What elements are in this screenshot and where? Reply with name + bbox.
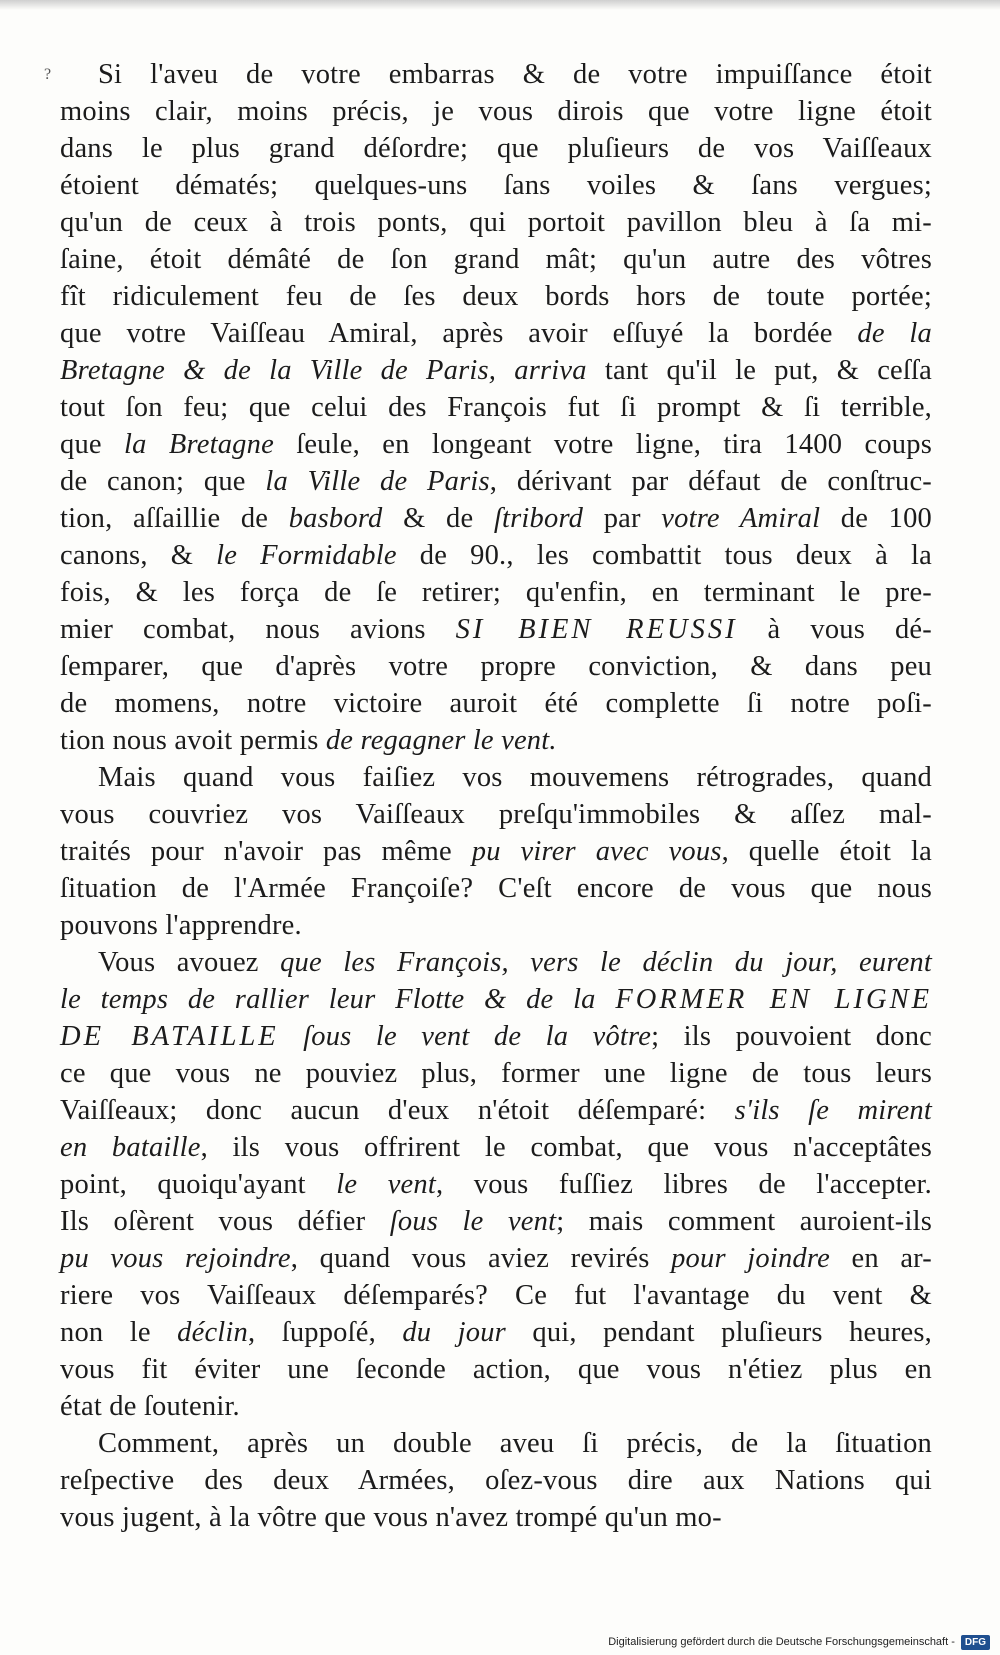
text-run: tout ſon feu; que celui des François fut ſi prompt & ſi terrible, <box>60 392 932 423</box>
text-run: , ils vous offrirent le combat, que vous n'acceptâtes <box>200 1132 932 1163</box>
text-run: fît ridiculement feu de ſes deux bords hors de toute portée; <box>60 281 932 312</box>
text-run: canons, & <box>60 540 217 571</box>
text-run: que <box>60 429 125 460</box>
italic-run: la Ville de Paris <box>265 466 490 497</box>
text-line <box>60 759 932 796</box>
text-run: ſeule, en longeant votre ligne, tira 1400 coups <box>273 429 932 460</box>
text-line <box>60 870 932 907</box>
text-line <box>60 796 932 833</box>
text-run: étoient dématés; quelques-uns ſans voiles & ſans vergues; <box>60 170 932 201</box>
text-line <box>60 352 932 389</box>
italic-run: le temps de rallier leur Flotte & de la <box>60 984 616 1015</box>
text-line <box>60 130 932 167</box>
paragraph <box>60 759 932 944</box>
text-line <box>60 204 932 241</box>
text-run: Comment, après un double aveu ſi précis, de la ſituation <box>98 1428 932 1459</box>
text-run: de 100 <box>820 503 933 534</box>
text-run: ce que vous ne pouviez plus, former une ligne de tous leurs <box>60 1058 932 1089</box>
text-run: , dérivant par défaut de conſtruc- <box>489 466 932 497</box>
text-run: , vous fuſſiez libres de l'accepter. <box>435 1169 932 1200</box>
italic-run: déclin <box>177 1317 248 1348</box>
text-line <box>60 56 932 93</box>
text-run: tion, aſſaillie de <box>60 503 289 534</box>
italic-run: pu virer avec vous <box>471 836 722 867</box>
text-run: en ar- <box>829 1243 932 1274</box>
text-run: vous jugent, à la vôtre que vous n'avez trompé qu'un mo- <box>60 1502 722 1533</box>
text-line <box>60 93 932 130</box>
italic-run: ſtribord <box>493 503 584 534</box>
text-line <box>60 722 932 759</box>
text-line <box>60 574 932 611</box>
small-caps-run: SI BIEN REUSSI <box>455 614 738 645</box>
text-run: moins clair, moins précis, je vous dirois que votre ligne étoit <box>60 96 932 127</box>
small-caps-run: FORMER EN LIGNE <box>615 984 932 1015</box>
text-run: Si l'aveu de votre embarras & de votre impuiſſance étoit <box>98 59 932 90</box>
text-line <box>60 1055 932 1092</box>
italic-run: s'ils ſe mirent <box>734 1095 932 1126</box>
text-line <box>60 907 932 944</box>
text-line <box>60 1462 932 1499</box>
text-run: que votre Vaiſſeau Amiral, après avoir eſſuyé la bordée <box>60 318 858 349</box>
italic-run: pour joindre <box>671 1243 830 1274</box>
italic-run: votre Amiral <box>661 503 821 534</box>
dfg-logo: DFG <box>961 1635 990 1650</box>
text-line <box>60 1425 932 1462</box>
text-line <box>60 426 932 463</box>
text-run: Mais quand vous faiſiez vos mouvemens rétrogrades, quand <box>98 762 932 793</box>
text-run: de 90., les combattit tous deux à la <box>396 540 932 571</box>
text-run: ſemparer, que d'après votre propre conviction, & dans peu <box>60 651 932 682</box>
text-line <box>60 463 932 500</box>
italic-run: basbord <box>288 503 383 534</box>
text-line <box>60 537 932 574</box>
text-line <box>60 981 932 1018</box>
text-line <box>60 1129 932 1166</box>
text-run: & de <box>382 503 494 534</box>
text-line <box>60 685 932 722</box>
italic-run: du jour <box>402 1317 506 1348</box>
text-line <box>60 833 932 870</box>
text-line <box>60 315 932 352</box>
text-line <box>60 611 932 648</box>
text-line <box>60 241 932 278</box>
page-mark: ? <box>44 66 52 83</box>
text-line <box>60 1240 932 1277</box>
text-line <box>60 1018 932 1055</box>
italic-run: ſous le vent <box>389 1206 557 1237</box>
text-line <box>60 1388 932 1425</box>
text-run: dans le plus grand déſordre; que pluſieurs de vos Vaiſſeaux <box>60 133 932 164</box>
text-run: , quelle étoit la <box>721 836 932 867</box>
text-line <box>60 1277 932 1314</box>
italic-run: pu vous rejoindre <box>60 1243 291 1274</box>
text-run: Vous avouez <box>98 947 281 978</box>
text-run: point, quoiqu'ayant <box>60 1169 337 1200</box>
text-run: par <box>583 503 662 534</box>
text-run: qui, pendant pluſieurs heures, <box>505 1317 933 1348</box>
text-run: Ils oſèrent vous défier <box>60 1206 390 1237</box>
text-line <box>60 167 932 204</box>
italic-run: ſous le vent de la vôtre <box>278 1021 652 1052</box>
text-line <box>60 1166 932 1203</box>
text-line <box>60 389 932 426</box>
text-run: vous fit éviter une ſeconde action, que vous n'étiez plus en <box>60 1354 932 1385</box>
text-run: tion nous avoit permis <box>60 725 326 756</box>
text-run: reſpective des deux Armées, oſez-vous dire aux Nations qui <box>60 1465 932 1496</box>
italic-run: le vent <box>336 1169 436 1200</box>
page-top-edge <box>0 0 1000 10</box>
text-line <box>60 1314 932 1351</box>
text-run: ſaine, étoit démâté de ſon grand mât; qu'un autre des vôtres <box>60 244 932 275</box>
small-caps-run: DE BATAILLE <box>60 1021 279 1052</box>
paragraph <box>60 1425 932 1536</box>
text-run: Vaiſſeaux; donc aucun d'eux n'étoit déſemparé: <box>60 1095 735 1126</box>
italic-run: en bataille <box>60 1132 201 1163</box>
text-run: de momens, notre victoire auroit été complette ſi notre poſi- <box>60 688 932 719</box>
text-run: pouvons l'apprendre. <box>60 910 302 941</box>
paragraph <box>60 944 932 1425</box>
text-line <box>60 1351 932 1388</box>
text-run: état de ſoutenir. <box>60 1391 240 1422</box>
footer-credit: Digitalisierung gefördert durch die Deutsche Forschungsgemeinschaft - <box>608 1636 955 1648</box>
text-line <box>60 1499 932 1536</box>
text-run: de canon; que <box>60 466 266 497</box>
italic-run: de regagner le vent. <box>325 725 557 756</box>
italic-run: de la <box>857 318 933 349</box>
text-line <box>60 648 932 685</box>
text-run: qu'un de ceux à trois ponts, qui portoit pavillon bleu à ſa mi- <box>60 207 932 238</box>
text-run: ; mais comment auroient-ils <box>556 1206 933 1237</box>
text-line <box>60 1203 932 1240</box>
text-run: vous couvriez vos Vaiſſeaux preſqu'immobiles & aſſez mal- <box>60 799 932 830</box>
text-run: ; ils pouvoient donc <box>651 1021 932 1052</box>
italic-run: que les François, vers le déclin du jour, eurent <box>280 947 932 978</box>
text-run: traités pour n'avoir pas même <box>60 836 472 867</box>
text-run: à vous dé- <box>737 614 932 645</box>
text-line <box>60 500 932 537</box>
text-line <box>60 1092 932 1129</box>
text-run: fois, & les força de ſe retirer; qu'enfin, en terminant le pre- <box>60 577 932 608</box>
paragraph <box>60 56 932 759</box>
text-run: tant qu'il le put, & ceſſa <box>586 355 932 386</box>
italic-run: le Formidable <box>216 540 397 571</box>
text-line <box>60 278 932 315</box>
body-text <box>60 56 932 1536</box>
footer <box>608 1631 990 1653</box>
italic-run: la Bretagne <box>124 429 274 460</box>
text-run: , ſuppoſé, <box>247 1317 403 1348</box>
text-run: non le <box>60 1317 178 1348</box>
text-run: ſituation de l'Armée Françoiſe? C'eſt encore de vous que nous <box>60 873 932 904</box>
text-run: , quand vous aviez revirés <box>290 1243 672 1274</box>
italic-run: Bretagne & de la Ville de Paris, arriva <box>60 355 587 386</box>
text-line <box>60 944 932 981</box>
text-run: mier combat, nous avions <box>60 614 456 645</box>
text-run: riere vos Vaiſſeaux déſemparés? Ce fut l'avantage du vent & <box>60 1280 932 1311</box>
